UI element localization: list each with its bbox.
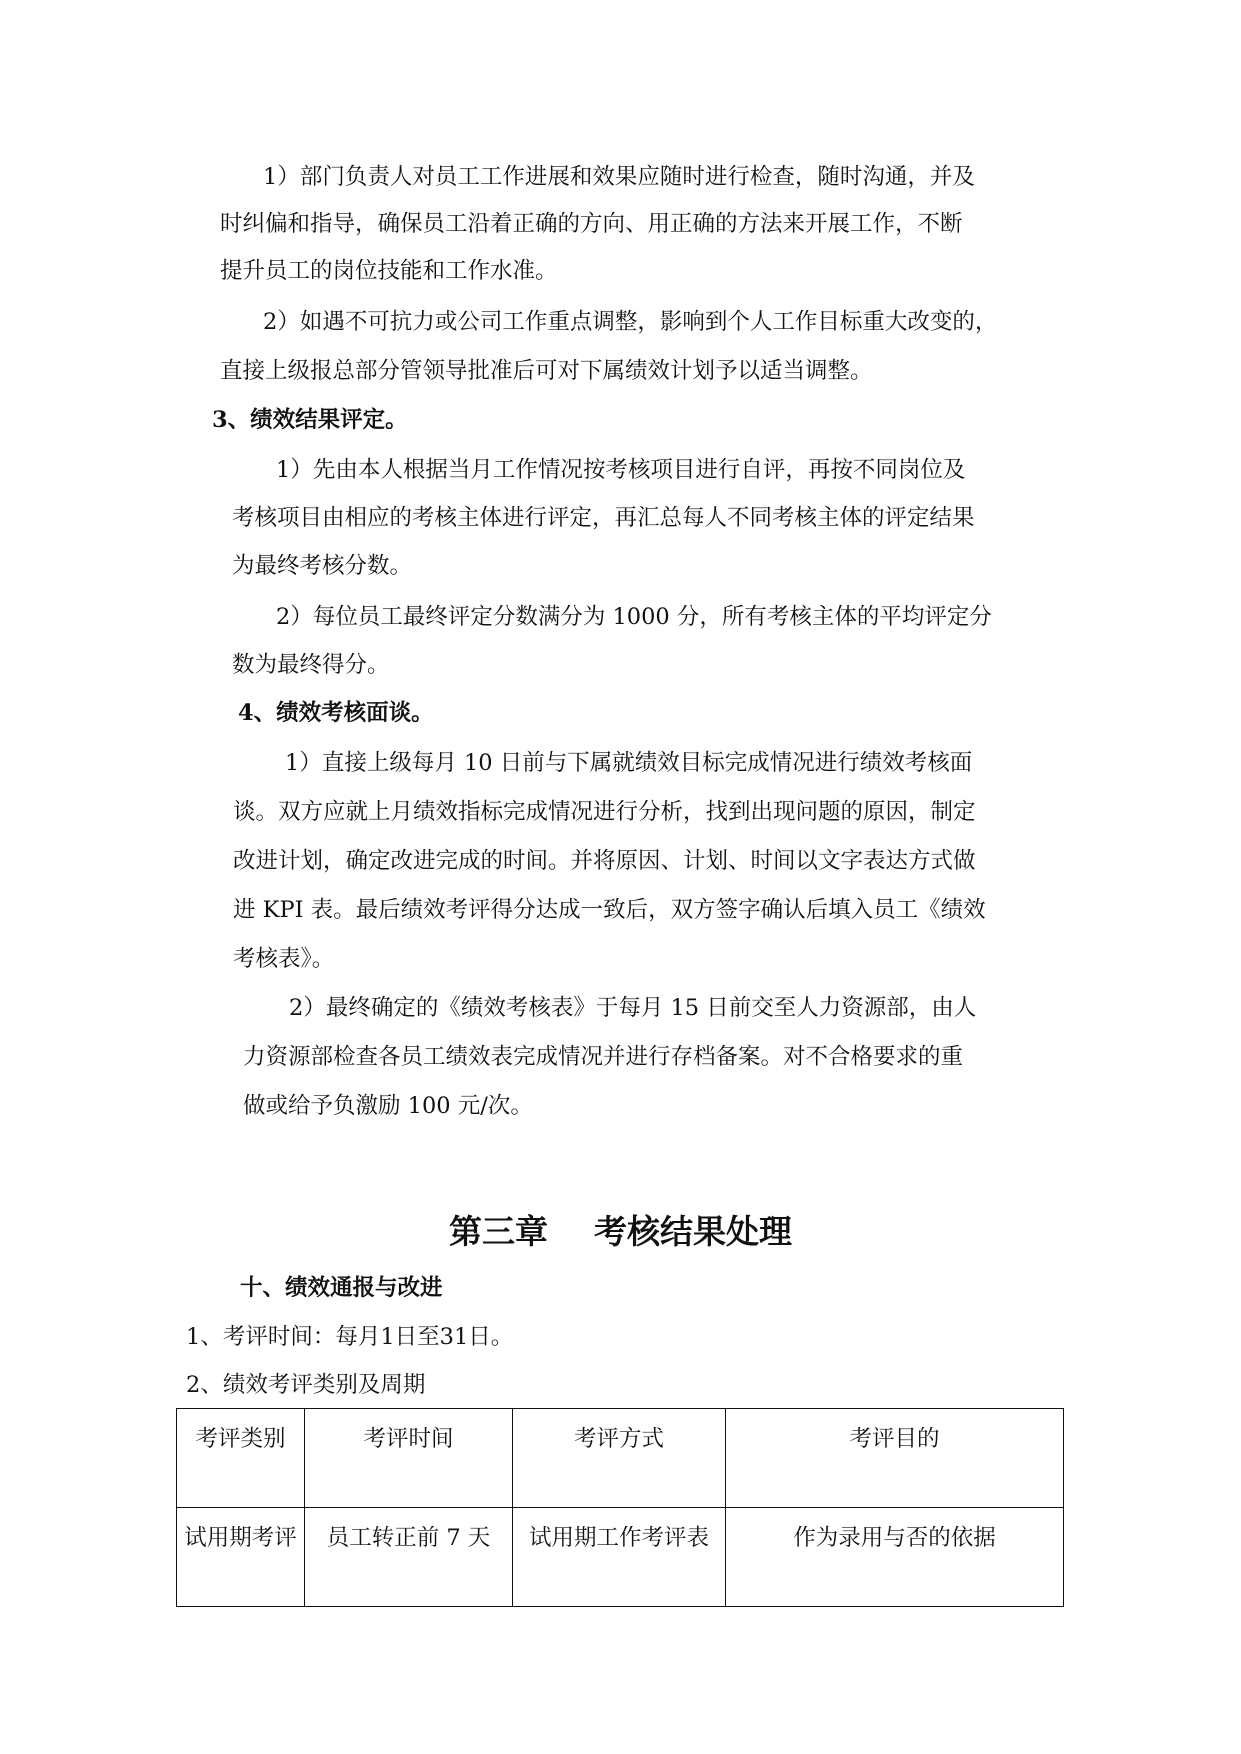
paragraph-line: 1）部门负责人对员工工作进展和效果应随时进行检查，随时沟通，并及 — [263, 164, 975, 190]
chapter-title: 第三章 考核结果处理 — [449, 1212, 792, 1251]
subsection-heading: 3、绩效结果评定。 — [212, 407, 408, 433]
table-header-cell: 考评目的 — [726, 1409, 1064, 1508]
paragraph-line: 2）如遇不可抗力或公司工作重点调整，影响到个人工作目标重大改变的， — [263, 309, 998, 335]
list-item: 2、绩效考评类别及周期 — [186, 1372, 426, 1398]
table-header-cell: 考评时间 — [305, 1409, 513, 1508]
table-cell: 作为录用与否的依据 — [726, 1508, 1064, 1607]
table-cell: 员工转正前 7 天 — [305, 1508, 513, 1607]
evaluation-table — [176, 1408, 1064, 1607]
table-cell: 试用期工作考评表 — [513, 1508, 726, 1607]
paragraph-line: 时纠偏和指导，确保员工沿着正确的方向、用正确的方法来开展工作，不断 — [220, 211, 963, 237]
paragraph-line: 直接上级报总部分管领导批准后可对下属绩效计划予以适当调整。 — [220, 358, 873, 384]
paragraph-line: 为最终考核分数。 — [232, 553, 413, 579]
paragraph-line: 数为最终得分。 — [232, 652, 390, 678]
table-cell: 试用期考评 — [177, 1508, 305, 1607]
paragraph-line: 1）直接上级每月 10 日前与下属就绩效目标完成情况进行绩效考核面 — [285, 750, 973, 776]
paragraph-line: 2）每位员工最终评定分数满分为 1000 分，所有考核主体的平均评定分 — [276, 604, 992, 630]
paragraph-line: 考核表》。 — [233, 946, 335, 972]
section-heading: 十、绩效通报与改进 — [240, 1275, 443, 1301]
table-header-cell: 考评方式 — [513, 1409, 726, 1508]
paragraph-line: 考核项目由相应的考核主体进行评定，再汇总每人不同考核主体的评定结果 — [232, 505, 975, 531]
table-header-cell: 考评类别 — [177, 1409, 305, 1508]
paragraph-line: 1）先由本人根据当月工作情况按考核项目进行自评，再按不同岗位及 — [276, 457, 966, 483]
paragraph-line: 做或给予负激励 100 元/次。 — [243, 1093, 533, 1119]
paragraph-line: 谈。双方应就上月绩效指标完成情况进行分析，找到出现问题的原因，制定 — [233, 799, 976, 825]
subsection-heading: 4、绩效考核面谈。 — [238, 700, 434, 726]
paragraph-line: 2）最终确定的《绩效考核表》于每月 15 日前交至人力资源部，由人 — [289, 995, 977, 1021]
paragraph-line: 提升员工的岗位技能和工作水准。 — [220, 258, 558, 284]
paragraph-line: 力资源部检查各员工绩效表完成情况并进行存档备案。对不合格要求的重 — [243, 1044, 964, 1070]
table-row — [177, 1508, 1064, 1607]
table-header-row — [177, 1409, 1064, 1508]
paragraph-line: 进 KPI 表。最后绩效考评得分达成一致后，双方签字确认后填入员工《绩效 — [233, 897, 986, 923]
paragraph-line: 改进计划，确定改进完成的时间。并将原因、计划、时间以文字表达方式做 — [233, 848, 976, 874]
list-item: 1、考评时间：每月1日至31日。 — [186, 1324, 514, 1350]
